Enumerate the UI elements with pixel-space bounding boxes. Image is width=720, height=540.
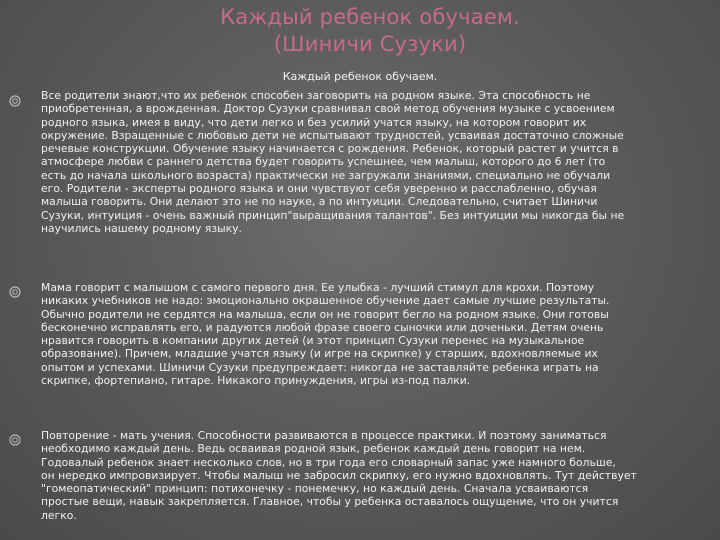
paragraph-line: научились нашему родному языку.	[41, 221, 242, 235]
paragraph-line: родного языка, имея в виду, что дети легко и без усилий учатся языку, на котором говорит их	[41, 115, 587, 129]
paragraph-line: Сузуки, интуиция - очень важный принцип"выращивания талантов". Без интуиции мы никогда бы не	[41, 208, 625, 222]
paragraph-line: речевые конструкции. Обучение языку начинается с рождения. Ребенок, который растет и учится в	[41, 142, 619, 156]
paragraph-line: никаких учебников не надо: эмоционально окрашенное обучение дает самые лучшие результаты.	[41, 294, 610, 308]
paragraph-line: Все родители знают,что их ребенок способен заговорить на родном языке. Эта способность не	[41, 89, 591, 102]
paragraph-line: малыша говорить. Они делают это не по науке, а по интуиции. Следовательно, считает Шиничи	[41, 195, 598, 209]
paragraph-line: необходимо каждый день. Ведь осваивая родной язык, ребенок каждый день говорит на нем.	[41, 442, 586, 456]
title-line: Каждый ребенок обучаем.	[220, 5, 520, 29]
bullet-icon	[8, 94, 22, 108]
paragraph-line: легко.	[41, 508, 77, 522]
paragraph-line: окружение. Взращенные с любовью дети не испытывают трудностей, усваивая достаточно сложные	[41, 128, 624, 142]
paragraph-line: "гомеопатический" принцип: потихонечку - понемечку, но каждый день. Сначала усваиваются	[41, 482, 589, 496]
paragraph-line: опытом и успехами. Шиничи Сузуки предупреждает: никогда не заставляйте ребенка играть на	[41, 360, 599, 374]
paragraph-line: приобретенная, а врожденная. Доктор Сузуки сравнивал свой метод обучения музыке с усвоением	[41, 102, 615, 116]
paragraph-line: его. Родители - эксперты родного языка и они чувствуют себя уверенно и расслабленно, обучая	[41, 182, 597, 196]
paragraph-line: есть до начала школьного возраста) практически не загружали знаниями, специально не обучали	[41, 168, 611, 182]
slide-title	[140, 4, 600, 58]
paragraph-2	[41, 281, 716, 387]
paragraph-1	[41, 89, 716, 235]
bullet-icon	[8, 285, 22, 299]
paragraph-line: скрипке, фортепиано, гитаре. Никакого принуждения, игры из-под палки.	[41, 374, 471, 388]
paragraph-line: Обычно родители не сердятся на малыша, если он не говорит бегло на родном языке. Они готовы	[41, 307, 609, 321]
subheading: Каждый ребенок обучаем.	[282, 70, 438, 83]
bullet-icon	[8, 433, 22, 447]
paragraph-line: нравится говорить в компании других детей (и этот принцип Сузуки перенес на музыкальное	[41, 334, 585, 348]
paragraph-line: Мама говорит с малышом с самого первого дня. Ее улыбка - лучший стимул для крохи. Поэтому	[41, 281, 595, 294]
paragraph-line: атмосфере любви с раннего детства будет говорить успешнее, чем малыш, которого до 6 лет (то	[41, 155, 606, 169]
paragraph-line: Повторение - мать учения. Способности развиваются в процессе практики. И поэтому заниматься	[41, 429, 607, 442]
paragraph-line: он нередко импровизирует. Чтобы малыш не забросил скрипку, его нужно вдохновлять. Тут действует	[41, 468, 637, 482]
paragraph-line: простые вещи, навык закрепляется. Главное, чтобы у ребенка оставалось ощущение, что он учится	[41, 495, 619, 509]
paragraph-line: Годовалый ребенок знает несколько слов, но в три года его словарный запас уже намного больше,	[41, 455, 616, 469]
paragraph-line: образование). Причем, младшие учатся языку (и игре на скрипке) у старших, вдохновляемые их	[41, 347, 598, 361]
paragraph-line: бесконечно исправлять его, и радуются любой фразе своего сыночки или доченьки. Детям очень	[41, 320, 604, 334]
paragraph-3	[41, 429, 716, 522]
title-line: (Шиничи Сузуки)	[273, 32, 467, 56]
